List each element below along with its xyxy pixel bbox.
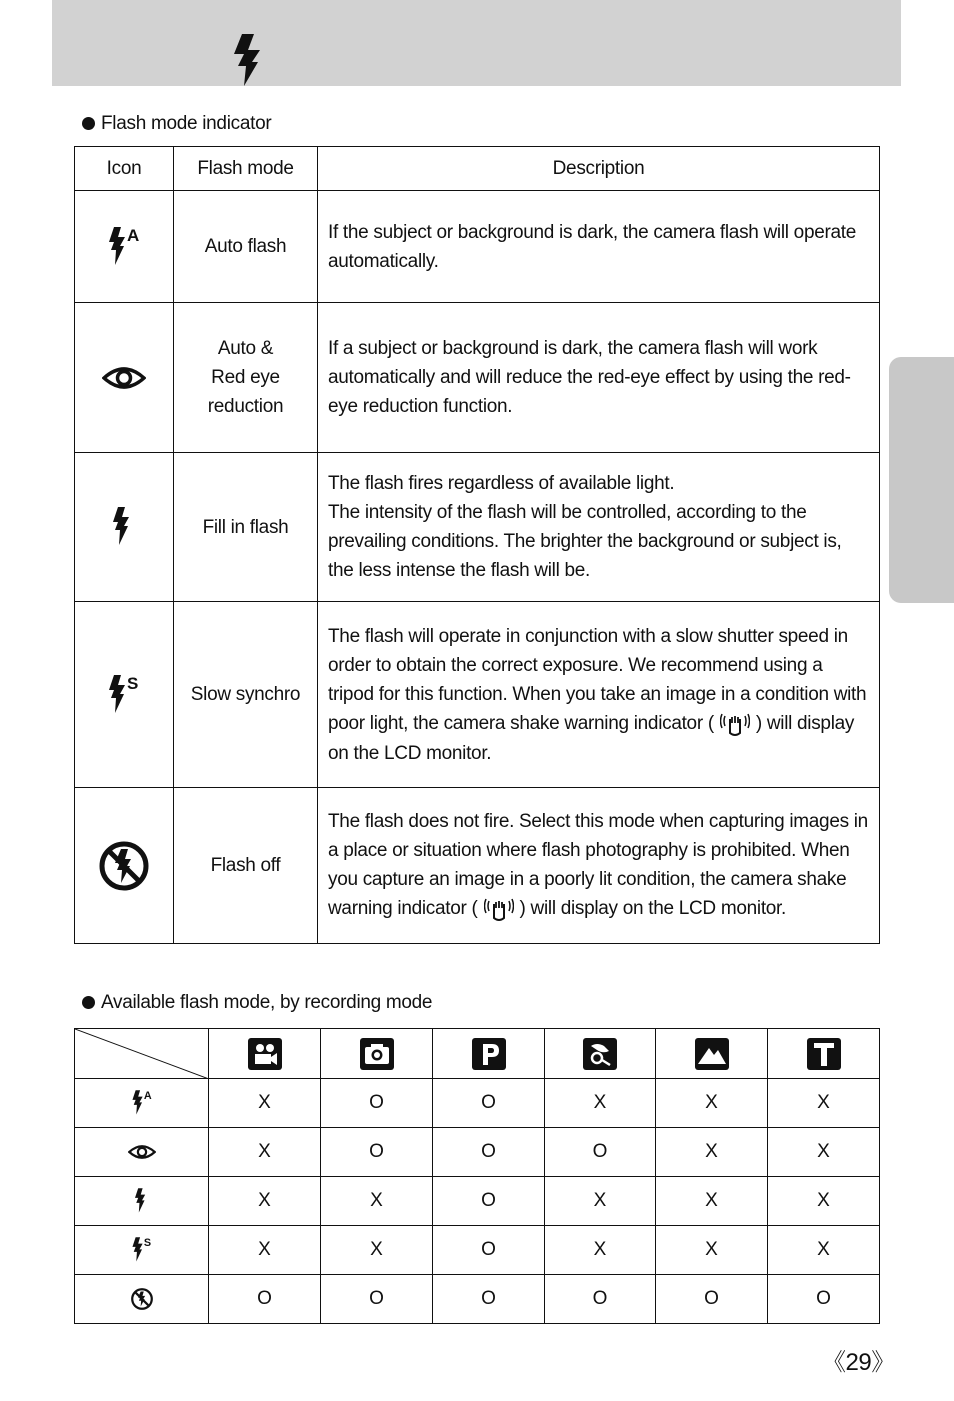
flash-mode-description: The flash will operate in conjunction with a slow shutter speed in order to obtain the correct exposure. We recommend using a tripod for this function. When you take an image in a condition with poor light, the camera shake warning indicator ( ) will display on the LCD monitor. <box>318 602 880 788</box>
availability-cell: O <box>433 1226 545 1275</box>
table-row <box>75 191 880 303</box>
table-header-row <box>75 1029 880 1079</box>
flash-icon <box>228 34 268 86</box>
availability-cell: X <box>545 1226 656 1275</box>
movie-clip-icon <box>209 1029 321 1079</box>
red-eye-icon <box>75 303 174 453</box>
availability-cell: X <box>209 1177 321 1226</box>
column-header: Description <box>318 147 880 191</box>
camera-shake-warning-icon <box>720 709 750 739</box>
table-row <box>75 1275 880 1324</box>
side-tab <box>889 357 954 603</box>
availability-cell: X <box>656 1177 768 1226</box>
table-row <box>75 303 880 453</box>
availability-cell: O <box>321 1079 433 1128</box>
availability-cell: X <box>768 1128 880 1177</box>
flash-off-icon <box>75 1275 209 1324</box>
availability-cell: X <box>656 1079 768 1128</box>
availability-cell: X <box>656 1226 768 1275</box>
availability-cell: X <box>768 1177 880 1226</box>
svg-text:A: A <box>127 225 139 245</box>
flash-mode-name: Flash off <box>174 788 318 944</box>
fill-flash-icon <box>75 1177 209 1226</box>
availability-cell: X <box>321 1226 433 1275</box>
svg-text:S: S <box>127 673 139 693</box>
flash-mode-description: If the subject or background is dark, the camera flash will operate automatically. <box>318 191 880 303</box>
landscape-icon <box>656 1029 768 1079</box>
availability-cell: O <box>545 1275 656 1324</box>
flash-mode-description: If a subject or background is dark, the camera flash will work automatically and will reduce the red-eye effect by using the red-eye reduction function. <box>318 303 880 453</box>
camera-shake-warning-icon <box>484 894 514 924</box>
red-eye-icon <box>75 1128 209 1177</box>
flash-mode-description: The flash fires regardless of available light. The intensity of the flash will be controlled, according to the prevailing conditions. The brighter the background or subject is, the less intense the flash will be. <box>318 453 880 602</box>
svg-text:A: A <box>143 1090 152 1103</box>
auto-camera-icon <box>321 1029 433 1079</box>
availability-cell: X <box>768 1079 880 1128</box>
section-title-available-flash: Available flash mode, by recording mode <box>82 992 432 1014</box>
availability-cell: O <box>433 1079 545 1128</box>
page-header-bar <box>52 0 901 86</box>
table-header-row <box>75 147 880 191</box>
night-scene-icon <box>545 1029 656 1079</box>
program-icon <box>433 1029 545 1079</box>
fill-flash-icon <box>75 453 174 602</box>
flash-mode-table <box>74 146 880 944</box>
availability-cell: O <box>209 1275 321 1324</box>
table-row <box>75 1177 880 1226</box>
availability-cell: X <box>209 1128 321 1177</box>
slow-synchro-icon <box>75 602 174 788</box>
bullet-icon <box>82 117 95 130</box>
availability-cell: X <box>768 1226 880 1275</box>
flash-mode-name: Auto flash <box>174 191 318 303</box>
corner-cell <box>75 1029 209 1079</box>
column-header: Flash mode <box>174 147 318 191</box>
availability-cell: X <box>656 1128 768 1177</box>
availability-cell: O <box>656 1275 768 1324</box>
text-icon <box>768 1029 880 1079</box>
availability-cell: O <box>321 1128 433 1177</box>
flash-off-icon <box>75 788 174 944</box>
flash-mode-name: Fill in flash <box>174 453 318 602</box>
table-row <box>75 788 880 944</box>
availability-cell: O <box>433 1177 545 1226</box>
flash-mode-name: Auto & Red eye reduction <box>174 303 318 453</box>
slow-synchro-icon <box>75 1226 209 1275</box>
availability-cell: X <box>209 1226 321 1275</box>
table-row <box>75 453 880 602</box>
availability-cell: X <box>545 1177 656 1226</box>
table-row <box>75 1128 880 1177</box>
table-row <box>75 1226 880 1275</box>
availability-table <box>74 1028 880 1324</box>
svg-text:S: S <box>143 1237 151 1250</box>
availability-cell: X <box>209 1079 321 1128</box>
bullet-icon <box>82 996 95 1009</box>
availability-cell: O <box>321 1275 433 1324</box>
availability-cell: O <box>545 1128 656 1177</box>
availability-cell: X <box>545 1079 656 1128</box>
availability-cell: O <box>433 1275 545 1324</box>
flash-mode-name: Slow synchro <box>174 602 318 788</box>
table-row <box>75 602 880 788</box>
availability-cell: O <box>433 1128 545 1177</box>
column-header: Icon <box>75 147 174 191</box>
auto-flash-icon <box>75 1079 209 1128</box>
availability-cell: X <box>321 1177 433 1226</box>
availability-cell: O <box>768 1275 880 1324</box>
table-row <box>75 1079 880 1128</box>
page-number: 《29》 <box>822 1349 895 1376</box>
auto-flash-icon <box>75 191 174 303</box>
flash-mode-description: The flash does not fire. Select this mode when capturing images in a place or situation where flash photography is prohibited. When you capture an image in a poorly lit condition, the camera shake warning indicator ( ) will display on the LCD monitor. <box>318 788 880 944</box>
section-title-flash-mode: Flash mode indicator <box>82 113 271 135</box>
